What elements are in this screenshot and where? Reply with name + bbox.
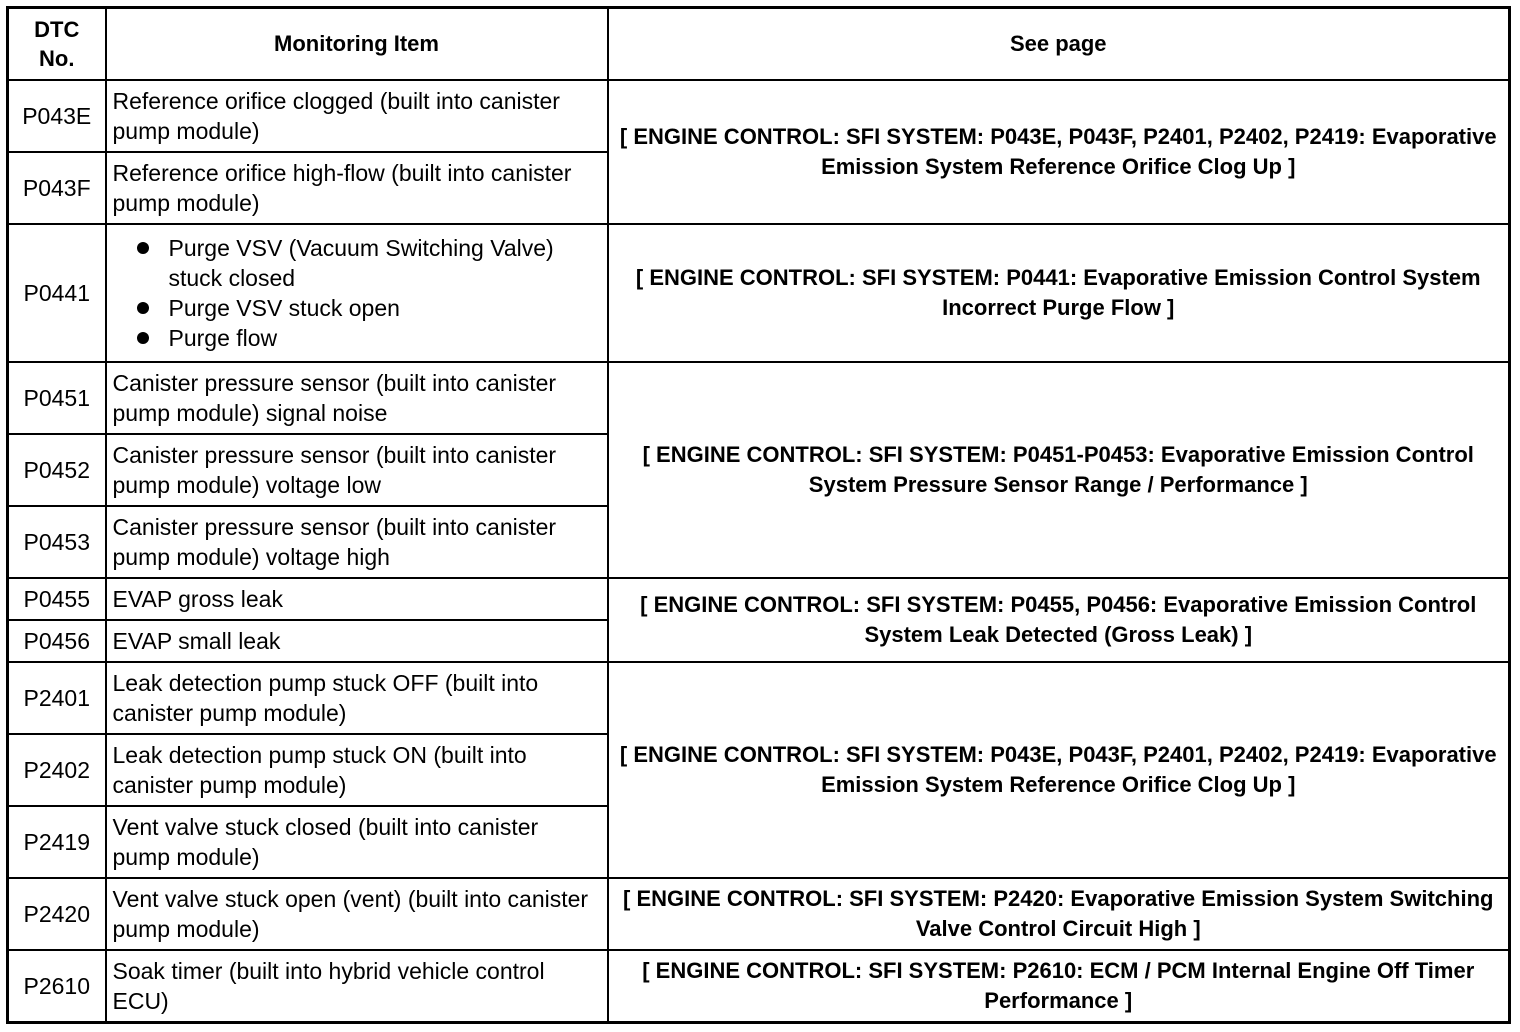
see-page-ref: [ ENGINE CONTROL: SFI SYSTEM: P043E, P043F, P2401, P2402, P2419: Evaporative Emission System Reference Orifice Clog Up ] (608, 662, 1510, 878)
header-monitoring-item: Monitoring Item (106, 8, 608, 80)
header-row (8, 8, 1510, 80)
dtc-code: P2401 (8, 662, 106, 734)
dtc-code: P0441 (8, 224, 106, 362)
list-item: Purge VSV (Vacuum Switching Valve) stuck closed (131, 233, 601, 293)
monitoring-item: Leak detection pump stuck OFF (built into canister pump module) (106, 662, 608, 734)
monitoring-item: Vent valve stuck open (vent) (built into canister pump module) (106, 878, 608, 950)
list-item: Purge VSV stuck open (131, 293, 601, 323)
dtc-code: P2420 (8, 878, 106, 950)
see-page-ref: [ ENGINE CONTROL: SFI SYSTEM: P0441: Evaporative Emission Control System Incorrect Purge Flow ] (608, 224, 1510, 362)
dtc-code: P0453 (8, 506, 106, 578)
monitoring-item (106, 224, 608, 362)
header-dtc: DTC No. (8, 8, 106, 80)
table-row (8, 224, 1510, 362)
monitoring-item: Canister pressure sensor (built into canister pump module) voltage high (106, 506, 608, 578)
dtc-table (6, 6, 1511, 1024)
monitoring-item: EVAP small leak (106, 620, 608, 662)
dtc-code: P0456 (8, 620, 106, 662)
table-row (8, 878, 1510, 950)
monitoring-item: Leak detection pump stuck ON (built into canister pump module) (106, 734, 608, 806)
see-page-ref: [ ENGINE CONTROL: SFI SYSTEM: P2420: Evaporative Emission System Switching Valve Control Circuit High ] (608, 878, 1510, 950)
see-page-ref: [ ENGINE CONTROL: SFI SYSTEM: P043E, P043F, P2401, P2402, P2419: Evaporative Emission System Reference Orifice Clog Up ] (608, 80, 1510, 224)
dtc-code: P0455 (8, 578, 106, 620)
dtc-code: P2419 (8, 806, 106, 878)
dtc-code: P043E (8, 80, 106, 152)
header-see-page: See page (608, 8, 1510, 80)
dtc-code: P0452 (8, 434, 106, 506)
see-page-ref: [ ENGINE CONTROL: SFI SYSTEM: P0451-P0453: Evaporative Emission Control System Pressure Sensor Range / Performance ] (608, 362, 1510, 578)
monitoring-item: Canister pressure sensor (built into canister pump module) voltage low (106, 434, 608, 506)
table-row (8, 578, 1510, 620)
monitoring-item: Soak timer (built into hybrid vehicle control ECU) (106, 950, 608, 1022)
table-row (8, 362, 1510, 434)
monitoring-item: Reference orifice clogged (built into canister pump module) (106, 80, 608, 152)
table-row (8, 80, 1510, 152)
monitoring-item: Reference orifice high-flow (built into canister pump module) (106, 152, 608, 224)
dtc-code: P2402 (8, 734, 106, 806)
monitoring-item: Vent valve stuck closed (built into canister pump module) (106, 806, 608, 878)
see-page-ref: [ ENGINE CONTROL: SFI SYSTEM: P2610: ECM / PCM Internal Engine Off Timer Performance ] (608, 950, 1510, 1022)
see-page-ref: [ ENGINE CONTROL: SFI SYSTEM: P0455, P0456: Evaporative Emission Control System Leak Detected (Gross Leak) ] (608, 578, 1510, 662)
list-item: Purge flow (131, 323, 601, 353)
monitoring-item: EVAP gross leak (106, 578, 608, 620)
bullet-dot-icon (137, 242, 149, 254)
dtc-code: P043F (8, 152, 106, 224)
bullet-dot-icon (137, 302, 149, 314)
dtc-code: P0451 (8, 362, 106, 434)
bullet-list (113, 233, 601, 353)
table-row (8, 662, 1510, 734)
table-row (8, 950, 1510, 1022)
bullet-dot-icon (137, 332, 149, 344)
dtc-code: P2610 (8, 950, 106, 1022)
monitoring-item: Canister pressure sensor (built into canister pump module) signal noise (106, 362, 608, 434)
